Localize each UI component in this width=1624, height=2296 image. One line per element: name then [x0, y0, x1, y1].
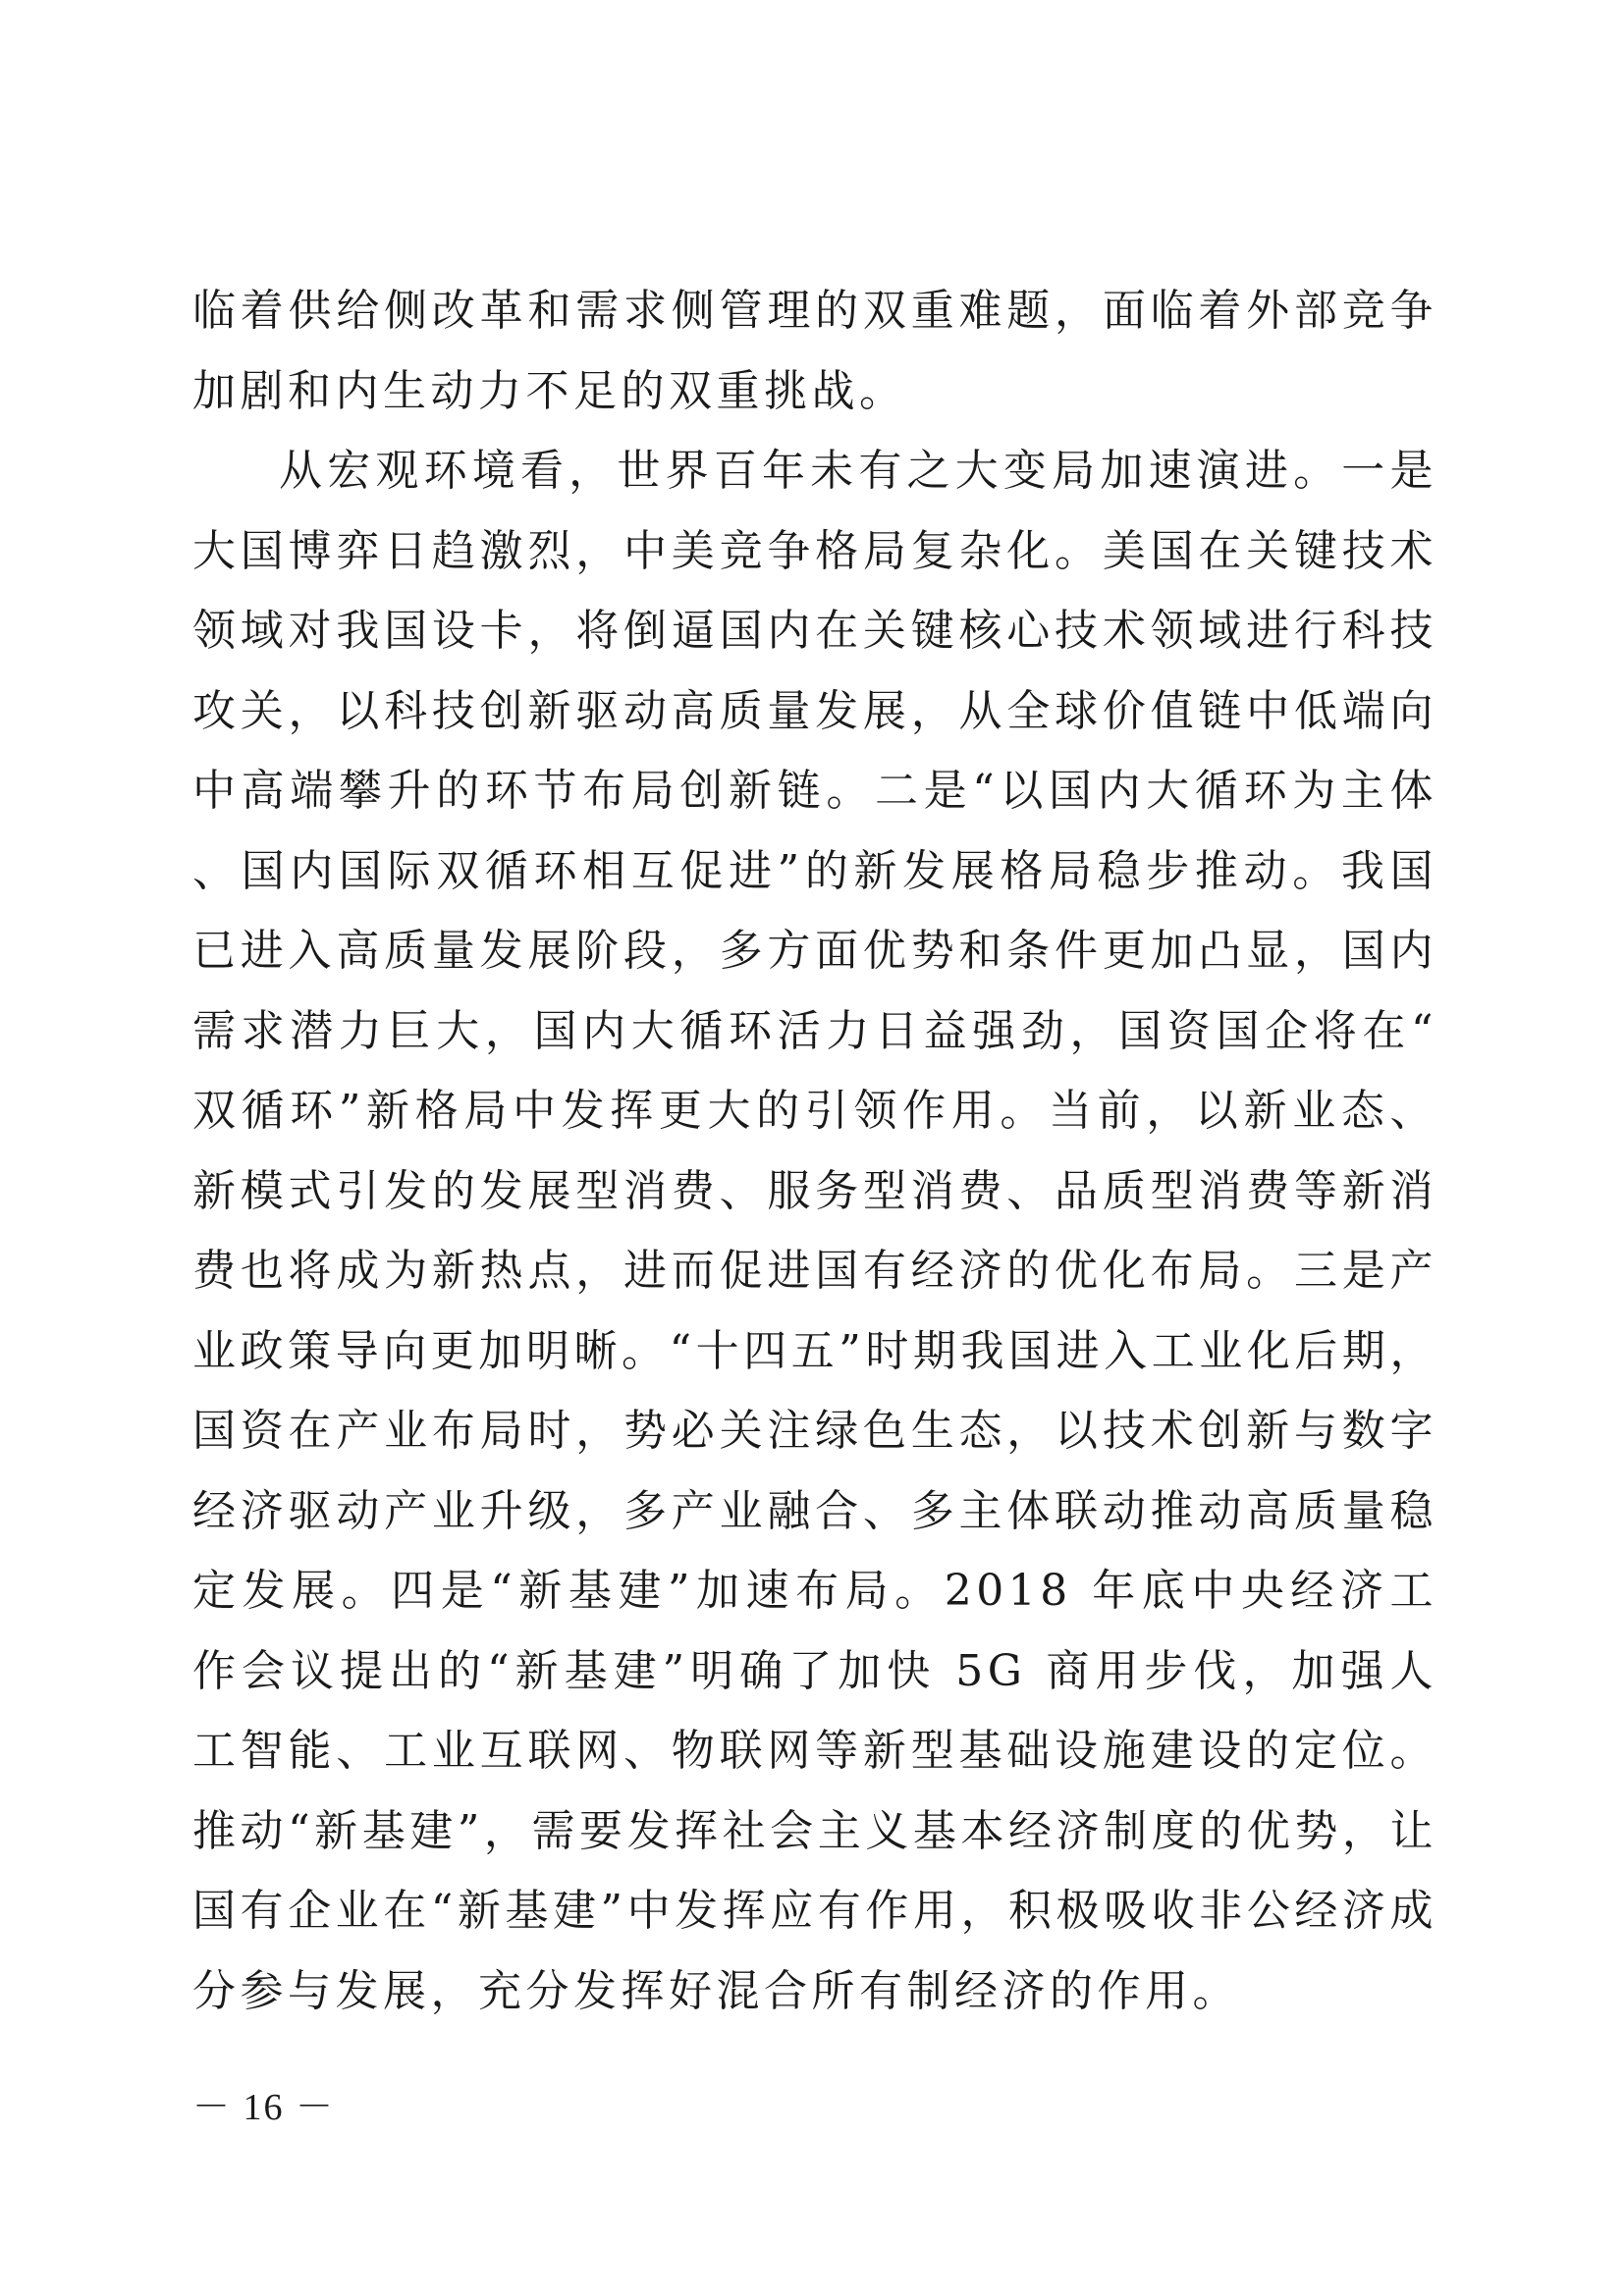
paragraph-macro-environment: 从宏观环境看，世界百年未有之大变局加速演进。一是大国博弈日趋激烈，中美竞争格局复杂化。美国在关键技术领域对我国设卡，将倒逼国内在关键核心技术领域进行科技攻关，以科技创新驱动高质量发展，从全球价值链中低端向中高端攀升的环节布局创新链。二是“以国内大循环为主体、国内国际双循环相互促进”的新发展格局稳步推动。我国已进入高质量发展阶段，多方面优势和条件更加凸显，国内需求潜力巨大，国内大循环活力日益强劲，国资国企将在“双循环”新格局中发挥更大的引领作用。当前，以新业态、新模式引发的发展型消费、服务型消费、品质型消费等新消费也将成为新热点，进而促进国有经济的优化布局。三是产业政策导向更加明晰。“十四五”时期我国进入工业化后期，国资在产业布局时，势必关注绿色生态，以技术创新与数字经济驱动产业升级，多产业融合、多主体联动推动高质量稳定发展。四是“新基建”加速布局。2018 年底中央经济工作会议提出的“新基建”明确了加快 5G 商用步伐，加强人工智能、工业互联网、物联网等新型基础设施建设的定位。推动“新基建”，需要发挥社会主义基本经济制度的优势，让国有企业在“新基建”中发挥应有作用，积极吸收非公经济成分参与发展，充分发挥好混合所有制经济的作用。	[192, 446, 1437, 2016]
body-text	[192, 271, 1437, 2031]
paragraph-continuation: 临着供给侧改革和需求侧管理的双重难题，面临着外部竞争加剧和内生动力不足的双重挑战。	[192, 286, 1437, 416]
page-number: － 16 －	[192, 2087, 336, 2128]
